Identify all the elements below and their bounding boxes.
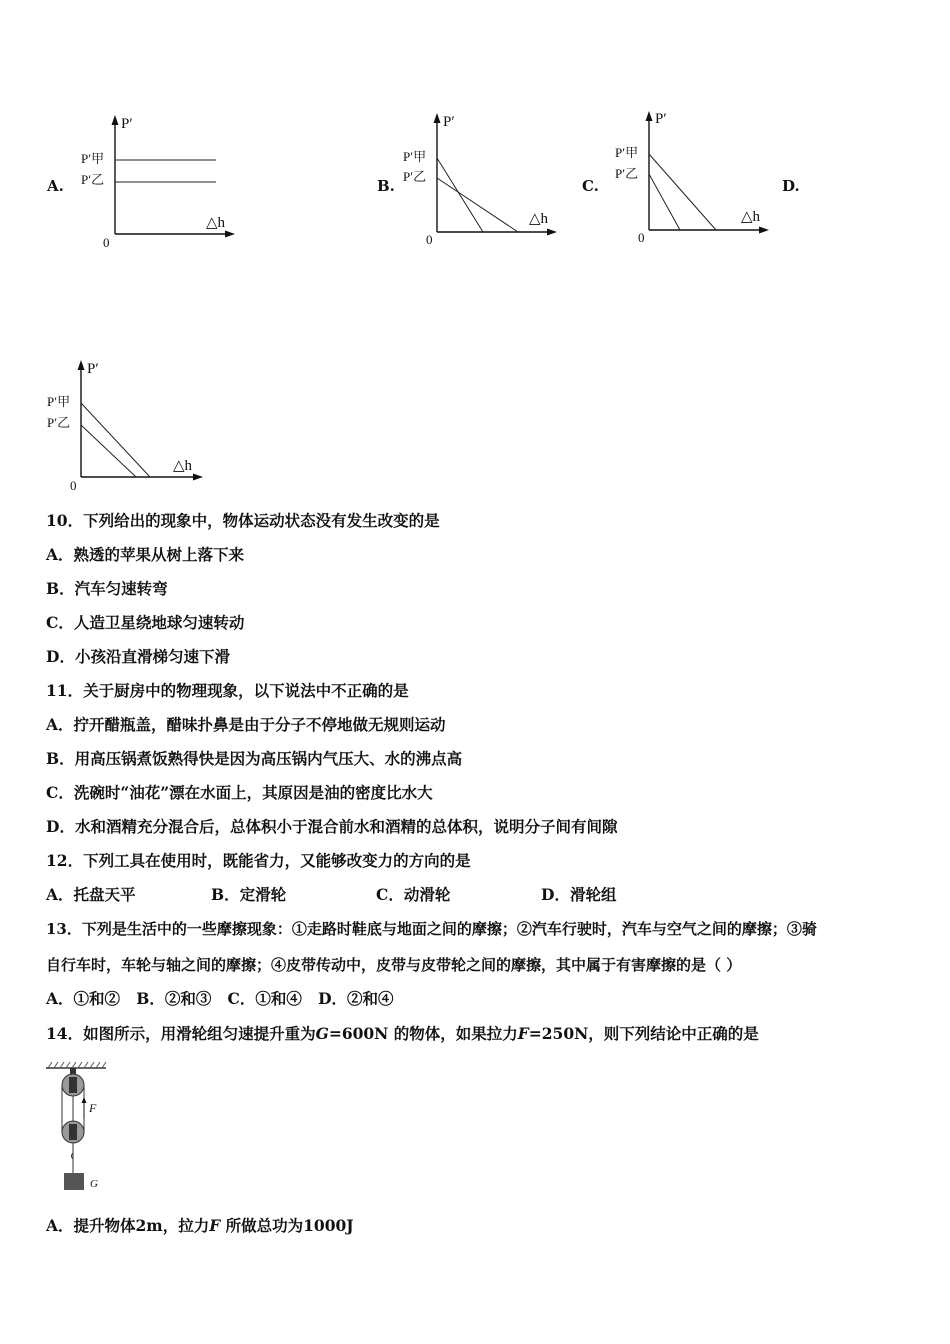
option-c-label: C. [582,177,599,195]
pulley-figure [40,1060,120,1200]
q14-f-symbol: F [517,1024,529,1043]
p-yi-label: P′乙 [615,166,639,181]
graph-b [400,110,570,245]
q10-stem: 10．下列给出的现象中，物体运动状态没有发生改变的是 [46,511,440,530]
p-yi-label: P′乙 [81,172,105,187]
origin-label: 0 [103,235,110,250]
q11-option-c: C．洗碗时“油花”漂在水面上，其原因是油的密度比水大 [46,783,433,802]
q14-g-symbol: G [315,1024,329,1043]
y-axis-label: P′ [655,111,667,127]
p-yi-label: P′乙 [403,169,427,184]
origin-label: 0 [70,478,77,493]
q10-option-b: B．汽车匀速转弯 [46,579,168,598]
p-jia-label: P′甲 [403,149,427,164]
q13-option-c: C．①和④ [227,989,302,1008]
q14-stem [46,1024,759,1044]
p-yi-label: P′乙 [47,415,71,430]
graph-a [78,112,248,250]
q12-stem: 12．下列工具在使用时，既能省力，又能够改变力的方向的是 [46,851,471,870]
q13-option-b: B．②和③ [136,989,212,1008]
q10-option-d: D．小孩沿直滑梯匀速下滑 [46,647,230,666]
x-axis-label: △h [206,215,226,231]
q14-option-a-suffix: 所做总功为1000J [225,1216,354,1235]
p-jia-label: P′甲 [81,151,105,166]
force-label: F [89,1101,97,1115]
q10-option-c: C．人造卫星绕地球匀速转动 [46,613,245,632]
q14-option-a-f: F [209,1216,221,1235]
x-axis-label: △h [529,211,549,227]
q11-option-b: B．用高压锅煮饭熟得快是因为高压锅内气压大、水的沸点高 [46,749,463,768]
q12-option-c: C．动滑轮 [376,885,451,904]
q14-g-value: =600N [328,1024,389,1043]
q11-option-a: A．拧开醋瓶盖，醋味扑鼻是由于分子不停地做无规则运动 [46,715,446,734]
origin-label: 0 [426,232,433,247]
y-axis-label: P′ [121,116,133,132]
option-d-label: D. [782,177,800,195]
q14-option-a-prefix: A．提升物体2m，拉力 [46,1216,210,1235]
option-b-label: B. [377,177,395,195]
q13-options [46,989,394,1009]
q13-stem-line1: 13．下列是生活中的一些摩擦现象：①走路时鞋底与地面之间的摩擦；②汽车行驶时，汽车与空气之间的摩擦；③骑 [46,920,817,938]
q12-options [46,885,616,905]
weight-label: G [90,1178,98,1190]
x-axis-label: △h [741,209,761,225]
origin-label: 0 [638,230,645,245]
q10-option-a: A．熟透的苹果从树上落下来 [46,545,245,564]
graph-d [44,357,214,492]
q13-stem-line2: 自行车时，车轮与轴之间的摩擦；④皮带传动中，皮带与皮带轮之间的摩擦，其中属于有害摩擦的是（ ） [46,956,742,974]
x-axis-label: △h [173,458,193,474]
q12-option-d: D．滑轮组 [541,885,617,904]
q14-stem-suffix: ，则下列结论中正确的是 [588,1024,759,1043]
y-axis-label: P′ [87,361,99,377]
q12-option-a: A．托盘天平 [46,885,136,904]
q14-f-value: =250N [528,1024,589,1043]
q14-stem-mid: 的物体，如果拉力 [393,1024,518,1043]
q11-option-d: D．水和酒精充分混合后，总体积小于混合前水和酒精的总体积，说明分子间有间隙 [46,817,618,836]
q14-stem-prefix: 14．如图所示，用滑轮组匀速提升重为 [46,1024,316,1043]
p-jia-label: P′甲 [615,145,639,160]
y-axis-label: P′ [443,114,455,130]
option-a-label: A. [47,177,64,195]
q13-option-d: D．②和④ [318,989,394,1008]
q11-stem: 11．关于厨房中的物理现象，以下说法中不正确的是 [46,681,409,700]
p-jia-label: P′甲 [47,394,71,409]
q13-option-a: A．①和② [46,989,121,1008]
q12-option-b: B．定滑轮 [211,885,287,904]
graph-c [612,108,782,243]
q14-option-a [46,1216,354,1236]
